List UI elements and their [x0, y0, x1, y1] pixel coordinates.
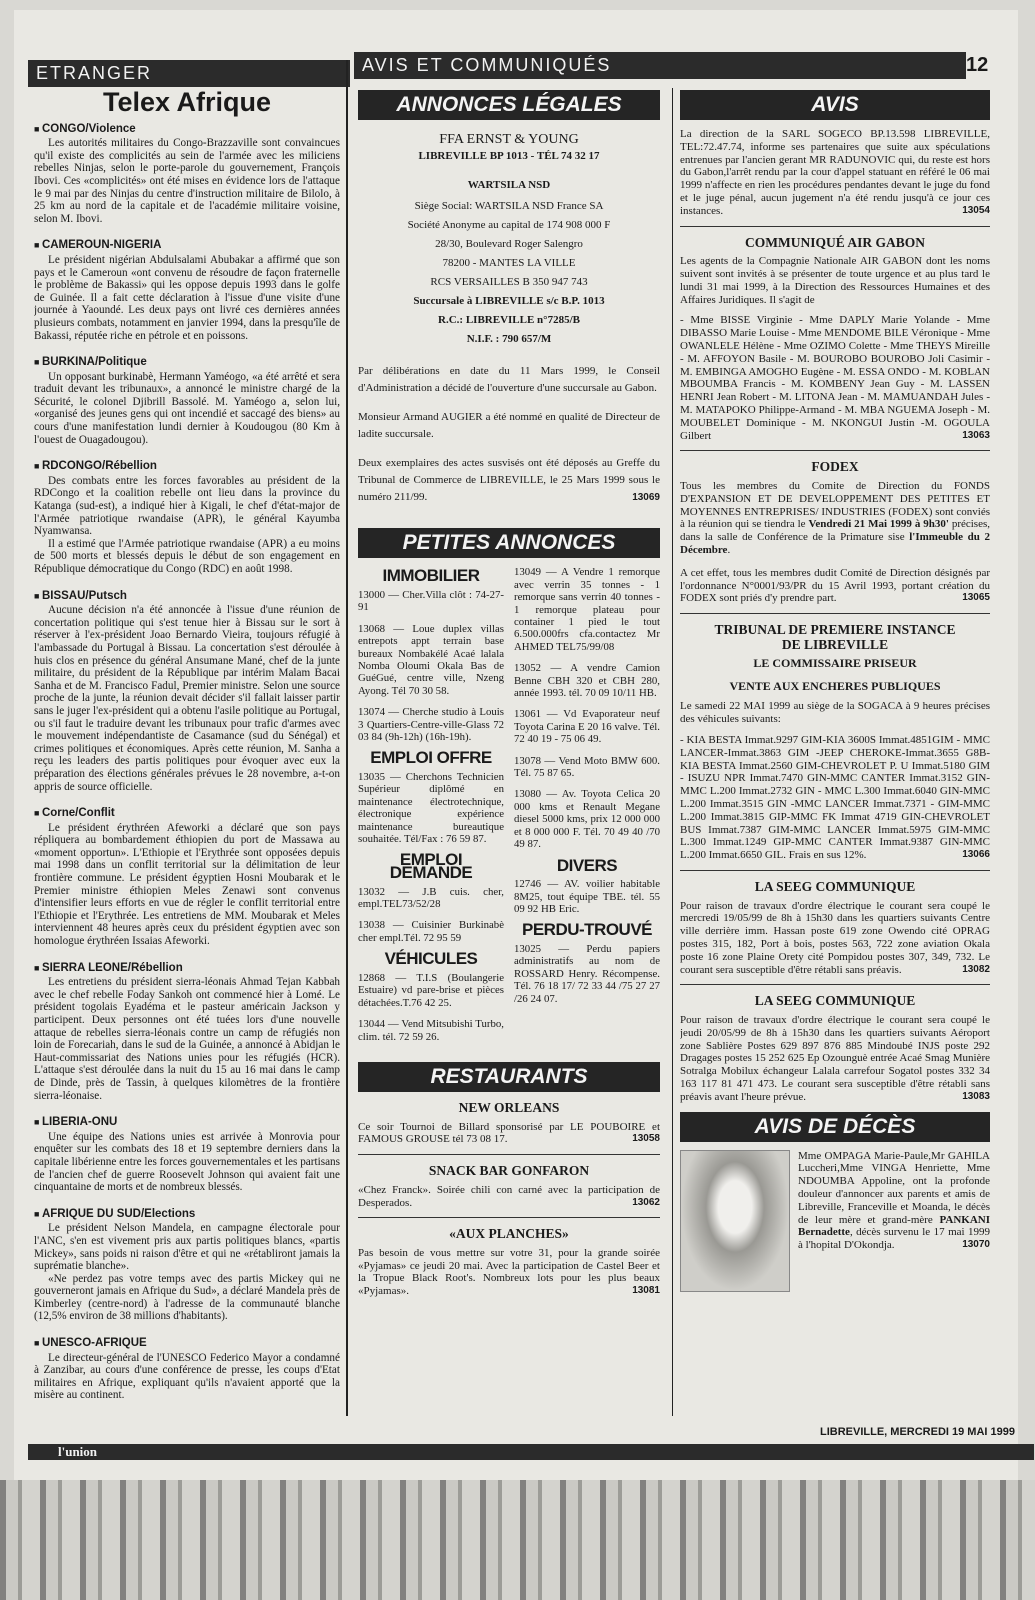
classified-ad: 13032 — J.B cuis. cher, empl.TEL73/52/28: [358, 885, 504, 911]
telex-heading: ■ AFRIQUE DU SUD/Elections: [34, 1208, 340, 1221]
ref-number: 13070: [962, 1239, 990, 1251]
avis-banner: AVIS: [680, 90, 990, 120]
telex-paragraph: Le président Nelson Mandela, en campagne électorale pour l'ANC, s'en est vivement pris aux partis politiques blancs, «partis Mickey», sans poids ni raison d'être et qui ne «rétabliront jamais la suprématie blanche».: [34, 1222, 340, 1273]
petites-annonces-banner: PETITES ANNONCES: [358, 528, 660, 558]
ref-number: 13083: [962, 1090, 990, 1102]
telex-heading: ■ CAMEROUN-NIGERIA: [34, 239, 340, 252]
classifieds-col-1: [358, 566, 504, 1052]
seeg-text: Pour raison de travaux d'ordre électrique le courant sera coupé le mercredi 19/05/99 de 8h à 15h30 dans les quartiers suivants Centre ville derrière imm. Hassan poste 619 zone Owendo cité OPRAG postes 315, 182, Port à bois, postes 563, 722 zone aviation Okala poste 16 zone Plaine Orety cité Pompidou postes 307, 349, 732. Le courant sera susceptible d'être rétabli sans préavis.: [680, 899, 990, 976]
ref-number: 13058: [632, 1133, 660, 1145]
ref-number: 13062: [632, 1196, 660, 1208]
separator: [358, 1154, 660, 1155]
deces-body: , décès survenu le 17 mai 1999 à l'hopital D'Okondja.: [798, 1226, 990, 1252]
classified-ad: 12868 — T.I.S (Boulangerie Estuaire) vd pare-brise et pièces détachées.T.76 42 25.: [358, 971, 504, 1009]
telex-heading: ■ SIERRA LEONE/Rébellion: [34, 962, 340, 975]
restaurant-text: [358, 1247, 660, 1298]
fodex-p2: [680, 567, 990, 605]
deces-banner: AVIS DE DÉCÈS: [680, 1112, 990, 1142]
registration-line: R.C.: LIBREVILLE n°7285/B: [438, 314, 580, 327]
fodex-p1: Tous les membres du Comite de Direction du FONDS D'EXPANSION ET DE DEVELOPPEMENT DES PETITES ET MOYENNES ENTREPRISES/ INDUSTRIES (FODEX) sont conviés à la réunion qui se tiendra le Vendredi 21 Mai 1999 à 9h30' précises, dans la salle de Conférence de la Primature sise l'Immeuble du 2 Décembre.: [680, 479, 990, 556]
classified-ad: 13074 — Cherche studio à Louis 3 Quartiers-Centre-ville-Glass 72 03 84 (9h-12h) (16h-19h).: [358, 706, 504, 744]
restaurant-body: Ce soir Tournoi de Billard sponsorisé par LE POUBOIRE et FAMOUS GROUSE tél 73 08 17.: [358, 1120, 660, 1146]
restaurant-text: [358, 1184, 660, 1210]
column-rule: [672, 88, 673, 1416]
restaurants-banner: RESTAURANTS: [358, 1062, 660, 1092]
telex-heading: ■ BURKINA/Politique: [34, 356, 340, 369]
ref-number: 13081: [632, 1285, 660, 1297]
classified-ad: 12746 — AV. voilier habitable 8M25, tout équipe TBE. tél. 55 09 92 HB Eric.: [514, 878, 660, 915]
section-header-etranger: ETRANGER: [28, 60, 350, 87]
names-list: - Mme BISSE Virginie - Mme DAPLY Marie Yolande - Mme DIBASSO Marie Louise - Mme MENDOME BILE Véronique - Mme OWANLELE Hélène - Mme OZIMO Colette - Mme THEYS Mireille - M. AFFOYON Basile - M. BOUROBO BOUROBO Joli Casimir - M. EMBINGA AMOGHO Eugène - M. ESSA ONDO - M. KOBLAN MBOUMBA Francis - M. KOMBENY Jean Guy - M. LASSEN HENRI Jean Robert - M. LITONA Jean - M. MAMUANDAH Jules - M. MATAPOKO Philippe-Armand - M. MBA NGUEMA Joseph - M. MOUBELET Dominique - M. NKONGUI Justin -M. OGOULA Gilbert: [680, 314, 990, 442]
legal-paragraph: Monsieur Armand AUGIER a été nommé en qualité de Directeur de ladite succursale.: [358, 411, 660, 441]
firm-address: LIBREVILLE BP 1013 - TÉL 74 32 17: [418, 149, 600, 162]
telex-paragraph: Une équipe des Nations unies est arrivée à Monrovia pour enquêter sur les combats des 18 et 19 septembre derniers dans la capitale libérienne entre les forces gouvernementales et les partisans de l'ancien chef de guerre Roosevelt Johnson qui avaient fait une cinquantaine de morts et de nombreux blessés.: [34, 1130, 340, 1194]
legal-notice: [358, 134, 660, 349]
classified-ad: 13049 — A Vendre 1 remorque avec verrin 35 tonnes - 1 remorque sans verrin 40 tonnes - 1 remorque plateau pour container 1 pied le tout 6.500.000frs cfa.contactez Mr AHMED TEL75/99/08: [514, 566, 660, 653]
fodex-text: Tous les membres du Comite de Direction du FONDS D'EXPANSION ET DE DEVELOPPEMENT DES PETITES ET MOYENNES ENTREPRISES/ INDUSTRIES (FODEX) sont conviés à la réunion qui se tiendra le: [680, 479, 990, 531]
registration-line: N.I.F. : 790 657/M: [466, 333, 552, 346]
company-line: 78200 - MANTES LA VILLE: [442, 257, 576, 270]
telex-heading: ■ Corne/Conflit: [34, 807, 340, 820]
deces-body: Mme OMPAGA Marie-Paule,Mr GAHILA Luccheri,Mme VINGA Henriette, Mme NDOUMBA Appoline, ont la profonde douleur d'annoncer aux parents et amis de Libreville, Franceville et Moanda, le décès de leur mère et grand-mère: [798, 1149, 990, 1226]
air-gabon-names: [680, 314, 990, 442]
telex-heading: ■ UNESCO-AFRIQUE: [34, 1337, 340, 1350]
telex-paragraph: Les autorités militaires du Congo-Brazzaville sont convaincues qu'il existe des complicités au sein de l'armée avec les miliciens rebelles Ninjas, selon le porte-parole du gouvernement, François Ibovi. Ces «complicités» ont été mises en évidence lors de l'attaque le 9 mai par des Ninjas du centre d'instruction militaire de Bilolo, à 25 km au nord de la capitale et de l'académie militaire voisine, selon M. Ibovi.: [34, 137, 340, 225]
fodex-place: l'Immeuble du 2 Décembre: [680, 531, 990, 556]
telex-heading: ■ BISSAU/Putsch: [34, 590, 340, 603]
ref-number: 13054: [962, 204, 990, 216]
registration-line: Succursale à LIBREVILLE s/c B.P. 1013: [413, 295, 605, 308]
telex-paragraph: Les entretiens du président sierra-léonais Ahmad Tejan Kabbah avec le chef rebelle Foday Sankoh ont commencé hier à Lomé. Le président togolais Eyadéma et le pasteur américain Jackson y participent. Deux personnes ont été tuées lors d'une nouvelle attaque de rebelles sierra-léonais contre un camp de réfugiés non loin de Forecariah, dans le sud de la Guinée, a annoncé à Abidjan le Haut-commissariat des Nations unies pour les réfugiés (HCR). L'attaque s'est déroulée dans la nuit du 15 au 16 mai dans le camp de Dinde, près de Tassin, à quelques kilomètres de la frontière sierra-léonaise.: [34, 976, 340, 1102]
classified-category: IMMOBILIER: [382, 566, 480, 586]
company-name: WARTSILA NSD: [467, 178, 551, 191]
classified-ad: 13080 — Av. Toyota Celica 20 000 kms et Renault Megane diesel 5000 kms, prix 12 000 000 et 8 000 000 F. Tél. 70 49 40 /70 49 87.: [514, 788, 660, 851]
footer-date: LIBREVILLE, MERCREDI 19 MAI 1999: [820, 1426, 1015, 1438]
telex-heading: ■ RDCONGO/Rébellion: [34, 460, 340, 473]
auction-title: VENTE AUX ENCHERES PUBLIQUES: [729, 678, 941, 693]
restaurant-body: «Chez Franck». Soirée chili con carné avec la participation de Desperados.: [358, 1183, 660, 1209]
seeg-text: Pour raison de travaux d'ordre électrique le courant sera coupé le jeudi 20/05/99 de 8h à 15h30 dans les quartiers suivants Aéroport zone Sablière Postes 629 897 876 885 Mindoubé INJS poste 292 Dragages postes 15 252 625 Ep Ozounguè entrée Acaé Smag Munière Sotralga Mobilux échangeur Lalala carrefour Sogatol postes 332 34 163 117 81 471 473. Le courant sera susceptible d'être rétabli sans préavis avant l'heure prévue.: [680, 1014, 990, 1103]
classified-category: PERDU-TROUVÉ: [521, 920, 652, 940]
telex-paragraph: Des combats entre les forces favorables au président de la RDCongo et la coalition rebelle ont lieu dans la province du Katanga (sud-est), a indiqué hier à Kigali, le chef d'état-major de l'Armée patriotique rwandaise (APR), le général Kayumba Nyamwansa.: [34, 474, 340, 538]
auction-list: [680, 734, 990, 862]
seeg-notice-2: [680, 1014, 990, 1104]
company-line: 28/30, Boulevard Roger Salengro: [435, 238, 583, 251]
separator: [358, 1217, 660, 1218]
scan-background: [0, 1480, 1035, 1600]
restaurant-body: Pas besoin de vous mettre sur votre 31, pour la grande soirée «Pyjamas» ce jeudi 20 mai. Avec la participation de Castel Beer et la Tropue Black Root's. Nombreux lots pour les plus beaux «Pyjamas».: [358, 1246, 660, 1298]
etranger-column: [34, 88, 340, 1418]
telex-heading: ■ LIBERIA-ONU: [34, 1116, 340, 1129]
air-gabon-intro: Les agents de la Compagnie Nationale AIR GABON dont les noms suivent sont invités à se présenter de toute urgence et au plus tard le lundi 31 mai 1999, à la Direction des Ressources Humaines et des Affaires Juridiques. Il s'agit de: [680, 255, 990, 306]
seeg-notice-1: [680, 900, 990, 977]
ref-number: 13066: [962, 849, 990, 861]
ref-number: 13082: [962, 963, 990, 975]
classified-ad: 13061 — Vd Evaporateur neuf Toyota Carina E 20 16 valve. Tél. 72 40 19 - 75 06 49.: [514, 708, 660, 746]
company-lines: [358, 197, 660, 292]
tribunal-title-2: DE LIBREVILLE: [781, 636, 889, 652]
annonces-legales-banner: ANNONCES LÉGALES: [358, 90, 660, 120]
telex-paragraph: Le président nigérian Abdulsalami Abubakar a affirmé que son pays et le Cameroun «ont convenu de résoudre de façon fraternelle le problème de Bakassi» qui les oppose depuis 1993 dans le golfe de Guinée. Il a fait cette déclaration à l'issue d'une visite d'une journée à Yaoundé. Les deux pays ont livré ces dernières années plusieurs combats, notamment en janvier 1994, dans la presqu'île de Bakassi, réputée riche en pétrole et en poissons.: [34, 253, 340, 342]
vehicle-list: - KIA BESTA Immat.9297 GIM-KIA 3600S Immat.4851GIM - MMC LANCER-Immat.3863 GIM -JEEP CHEROKE-Immat.3655 G8B-KIA BESTA Immat.2560 GIM-CHEVROLET P. U Immat.5180 GIM - ISUZU NPR Immat.7470 GIN-MMC CANTER Immat.3152 GIN-MMC L.200 Immat.2732 GIN - MMC L.300 Immat.6040 GIN-MMC L.200 Immat.3515 GIN -MMC LANCER Immat.7371 - GIM-MMC L.200 Immat.3815 GIP-MMC FK Immat 4719 GIN-CHEVROLET BUS Immat.7387 GIM-MMC LANCER Immat.5975 GIM-MMC L.300 Immat.1249 GIP-MMC CANTER Immat.9387 GIN-MMC L.200 Immat.6650 GIL. Frais en sus 12%.: [680, 734, 990, 862]
newspaper-page: [14, 10, 1018, 1480]
firm-name: FFA ERNST & YOUNG: [439, 132, 579, 147]
telex-heading: ■ CONGO/Violence: [34, 123, 340, 136]
legal-paragraph: Par délibérations en date du 11 Mars 1999, le Conseil d'Administration a décidé de l'ouverture d'une succursale au Gabon.: [358, 365, 660, 395]
fodex-text: A cet effet, tous les membres dudit Comité de Direction désignés par l'ordonnance N°0001/93/PR du 15 Avril 1993, portant création du FODEX sont priés d'y prendre part.: [680, 566, 990, 605]
telex-list: [34, 123, 340, 1402]
restaurant-name: «AUX PLANCHES»: [449, 1226, 569, 1242]
classified-category: EMPLOI OFFRE: [370, 748, 492, 768]
company-registration: [358, 292, 660, 349]
classified-ad: 13025 — Perdu papiers administratifs au nom de ROSSARD Henry. Récompense. Tél. 76 18 17/ 72 33 44 /75 27 27 /26 24 07.: [514, 942, 660, 1005]
classified-ad: 13078 — Vend Moto BMW 600. Tél. 75 87 65.: [514, 754, 660, 780]
legal-paragraphs: [358, 363, 660, 506]
classifieds: [358, 566, 660, 1052]
restaurants-list: [358, 1099, 660, 1298]
classified-ad: 13068 — Loue duplex villas entrepots appt terrain base bureaux Nombakélé Acaé lalala Nomba Oloumi Okala Bas de GuéGué, centre ville, Nzeng Ayong. Tél 70 30 58.: [358, 622, 504, 697]
middle-column: [358, 90, 660, 1420]
telex-paragraph: Le président érythréen Afeworki a déclaré que son pays répliquera au bombardement éthiopien du port de Massawa au «moment opportun». L'Ethiopie et l'Erythrée sont opposées depuis mai 1998 dans un conflit territorial sur la délimitation de leur frontière commune. Le président égyptien Hosni Moubarak et le Premier ministre éthiopien Meles Zenawi sont convenus d'intensifier leurs efforts en vue de régler le conflit territorial entre l'Ethiopie et l'Erythrée. Les entretiens de MM. Moubarak et Meles interviennent 48 heures après ceux du président égyptien avec son homologue érythréen Issaias Afeworki.: [34, 821, 340, 948]
telex-paragraph: Il a estimé que l'Armée patriotique rwandaise (APR) a eu moins de 500 morts et blessés depuis le début de son engagement en République démocratique du Congo (RDC) en août 1998.: [34, 537, 340, 575]
classified-category: EMPLOI DEMANDE: [389, 850, 473, 883]
classified-category: VÉHICULES: [384, 949, 478, 969]
classified-ad: 13038 — Cuisinier Burkinabè cher empl.Tél. 72 95 59: [358, 919, 504, 944]
section-header-avis: AVIS ET COMMUNIQUÉS: [354, 52, 966, 79]
article-title: Telex Afrique: [102, 88, 272, 117]
sogeco-text: La direction de la SARL SOGECO BP.13.598 LIBREVILLE, TEL:72.47.74, informe ses partenaires que suite aux spéculations entrenues par l'ancien gerant MR RADUNOVIC qui, du reste est hors du Gabon,l'arrêt rendu par la cour d'appel statuant en référé le 06 mai 1999 n'affecte en rien les procédures pendantes devant le juge du fond et le juge pénal, aucun jugement n'a été rendu jusqu'à ce jour ces instances.: [680, 128, 990, 217]
deceased-name: PANKANI Bernadette: [798, 1213, 990, 1239]
classified-category: DIVERS: [556, 855, 618, 875]
air-gabon-title: COMMUNIQUÉ AIR GABON: [744, 234, 925, 250]
seeg-title: LA SEEG COMMUNIQUE: [754, 993, 916, 1009]
company-line: Société Anonyme au capital de 174 908 000 F: [407, 219, 611, 232]
fodex-date: Vendredi 21 Mai 1999 à 9h30': [808, 518, 949, 531]
ref-number: 13063: [962, 429, 990, 441]
fodex-title: FODEX: [811, 459, 859, 475]
ref-number: 13069: [632, 492, 660, 504]
page-number: 12: [966, 54, 989, 76]
auction-intro: Le samedi 22 MAI 1999 au siège de la SOGACA à 9 heures précises des véhicules suivants:: [680, 700, 990, 726]
telex-paragraph: Le directeur-général de l'UNESCO Federico Mayor a condamné à Zanzibar, au cours d'une conférence de presse, les coups d'Etat militaires en Afrique, expliquant qu'ils n'avaient apporté que la misère au continent.: [34, 1351, 340, 1402]
legal-paragraph: Deux exemplaires des actes susvisés ont été déposés au Greffe du Tribunal de Commerce de LIBREVILLE, le 25 Mars 1999 sous le numéro 211/99. 13069: [358, 455, 660, 506]
restaurant-name: SNACK BAR GONFARON: [428, 1163, 590, 1179]
deces-text: [798, 1150, 990, 1292]
company-line: RCS VERSAILLES B 350 947 743: [430, 276, 588, 289]
classifieds-col-2: [514, 566, 660, 1052]
fodex-text: précises, dans la salle de Conférence de la Primature sise: [680, 518, 990, 544]
tribunal-subtitle: LE COMMISSAIRE PRISEUR: [753, 656, 917, 671]
seeg-title: LA SEEG COMMUNIQUE: [754, 879, 916, 895]
company-line: Siège Social: WARTSILA NSD France SA: [414, 200, 604, 213]
ref-number: 13065: [962, 592, 990, 604]
classified-ad: 13052 — A vendre Camion Benne CBH 320 et CBH 280, année 1993. tél. 70 09 10/11 HB.: [514, 662, 660, 700]
sogeco-notice: [680, 128, 990, 218]
restaurant-text: [358, 1121, 660, 1147]
column-rule: [346, 60, 348, 1416]
right-column: [680, 90, 990, 1420]
classified-ad: 13035 — Cherchons Technicien Supérieur diplômé en maintenance électrotechnique, électronique expérience maintenance bureautique souhaitée. Tél/Fax : 76 59 87.: [358, 771, 504, 846]
portrait-photo: [680, 1150, 790, 1292]
deces-notice: [680, 1150, 990, 1292]
telex-paragraph: «Ne perdez pas votre temps avec des partis Mickey qui ne gouverneront jamais en Afrique du Sud», a déclaré Mandela près de Kimberley (centre-nord) à l'adresse de la communauté blanche (12,5% environ de 38 millions d'habitants).: [34, 1272, 340, 1323]
telex-paragraph: Aucune décision n'a été annoncée à l'issue d'une réunion de concertation politique qui s'est tenue hier à Bissau sur le sort à réserver à l'ex-président Joao Bernardo Vieira, toujours réfugié à l'ambassade du Portugal à Bissau. La concertation s'est déroulée à huis clos en présence du général Ansumane Mané, chef de la junte militaire, du président de la République par intérim Malam Bacai Sanha et de M. Francisco Fadul, Premier ministre. Selon une source proche de la junte, la réunion devait décider s'il fallait laisser partir sans le juger l'ex-président qui a obtenu l'asile politique au Portugal, ou s'il faut le traduire devant les tribunaux pour trafic d'armes avec le mouvement indépendantiste de Casamance (sud du Sénégal) et crimes politiques et économiques. Après cette réunion, M. Sanha a reçu les leaders des partis politiques pour évoquer avec eux la préparation des élections générales prévues le 28 novembre, a-t-on appris de source officielle.: [34, 604, 340, 793]
classified-ad: 13000 — Cher.Villa clôt : 74-27-91: [358, 588, 504, 614]
tribunal-title: TRIBUNAL DE PREMIERE INSTANCE: [714, 622, 956, 638]
classified-ad: 13044 — Vend Mitsubishi Turbo, clim. tél. 72 59 26.: [358, 1018, 504, 1043]
paper-name: l'union: [58, 1444, 98, 1459]
telex-paragraph: Un opposant burkinabè, Hermann Yaméogo, «a été arrêté et sera traduit devant les tribunaux», a annoncé le ministre chargé de la Sécurité, le colonel Djibrill Bassolé. M. Yaméogo a, selon lui, «organisé des jeunes gens qui ont incendié et saccagé des biens» au cours d'une manifestation lundi dernier à Koudougou (80 Km à l'ouest de Ouagadougou).: [34, 370, 340, 446]
restaurant-name: NEW ORLEANS: [458, 1099, 560, 1115]
footer-bar: [28, 1444, 1034, 1460]
